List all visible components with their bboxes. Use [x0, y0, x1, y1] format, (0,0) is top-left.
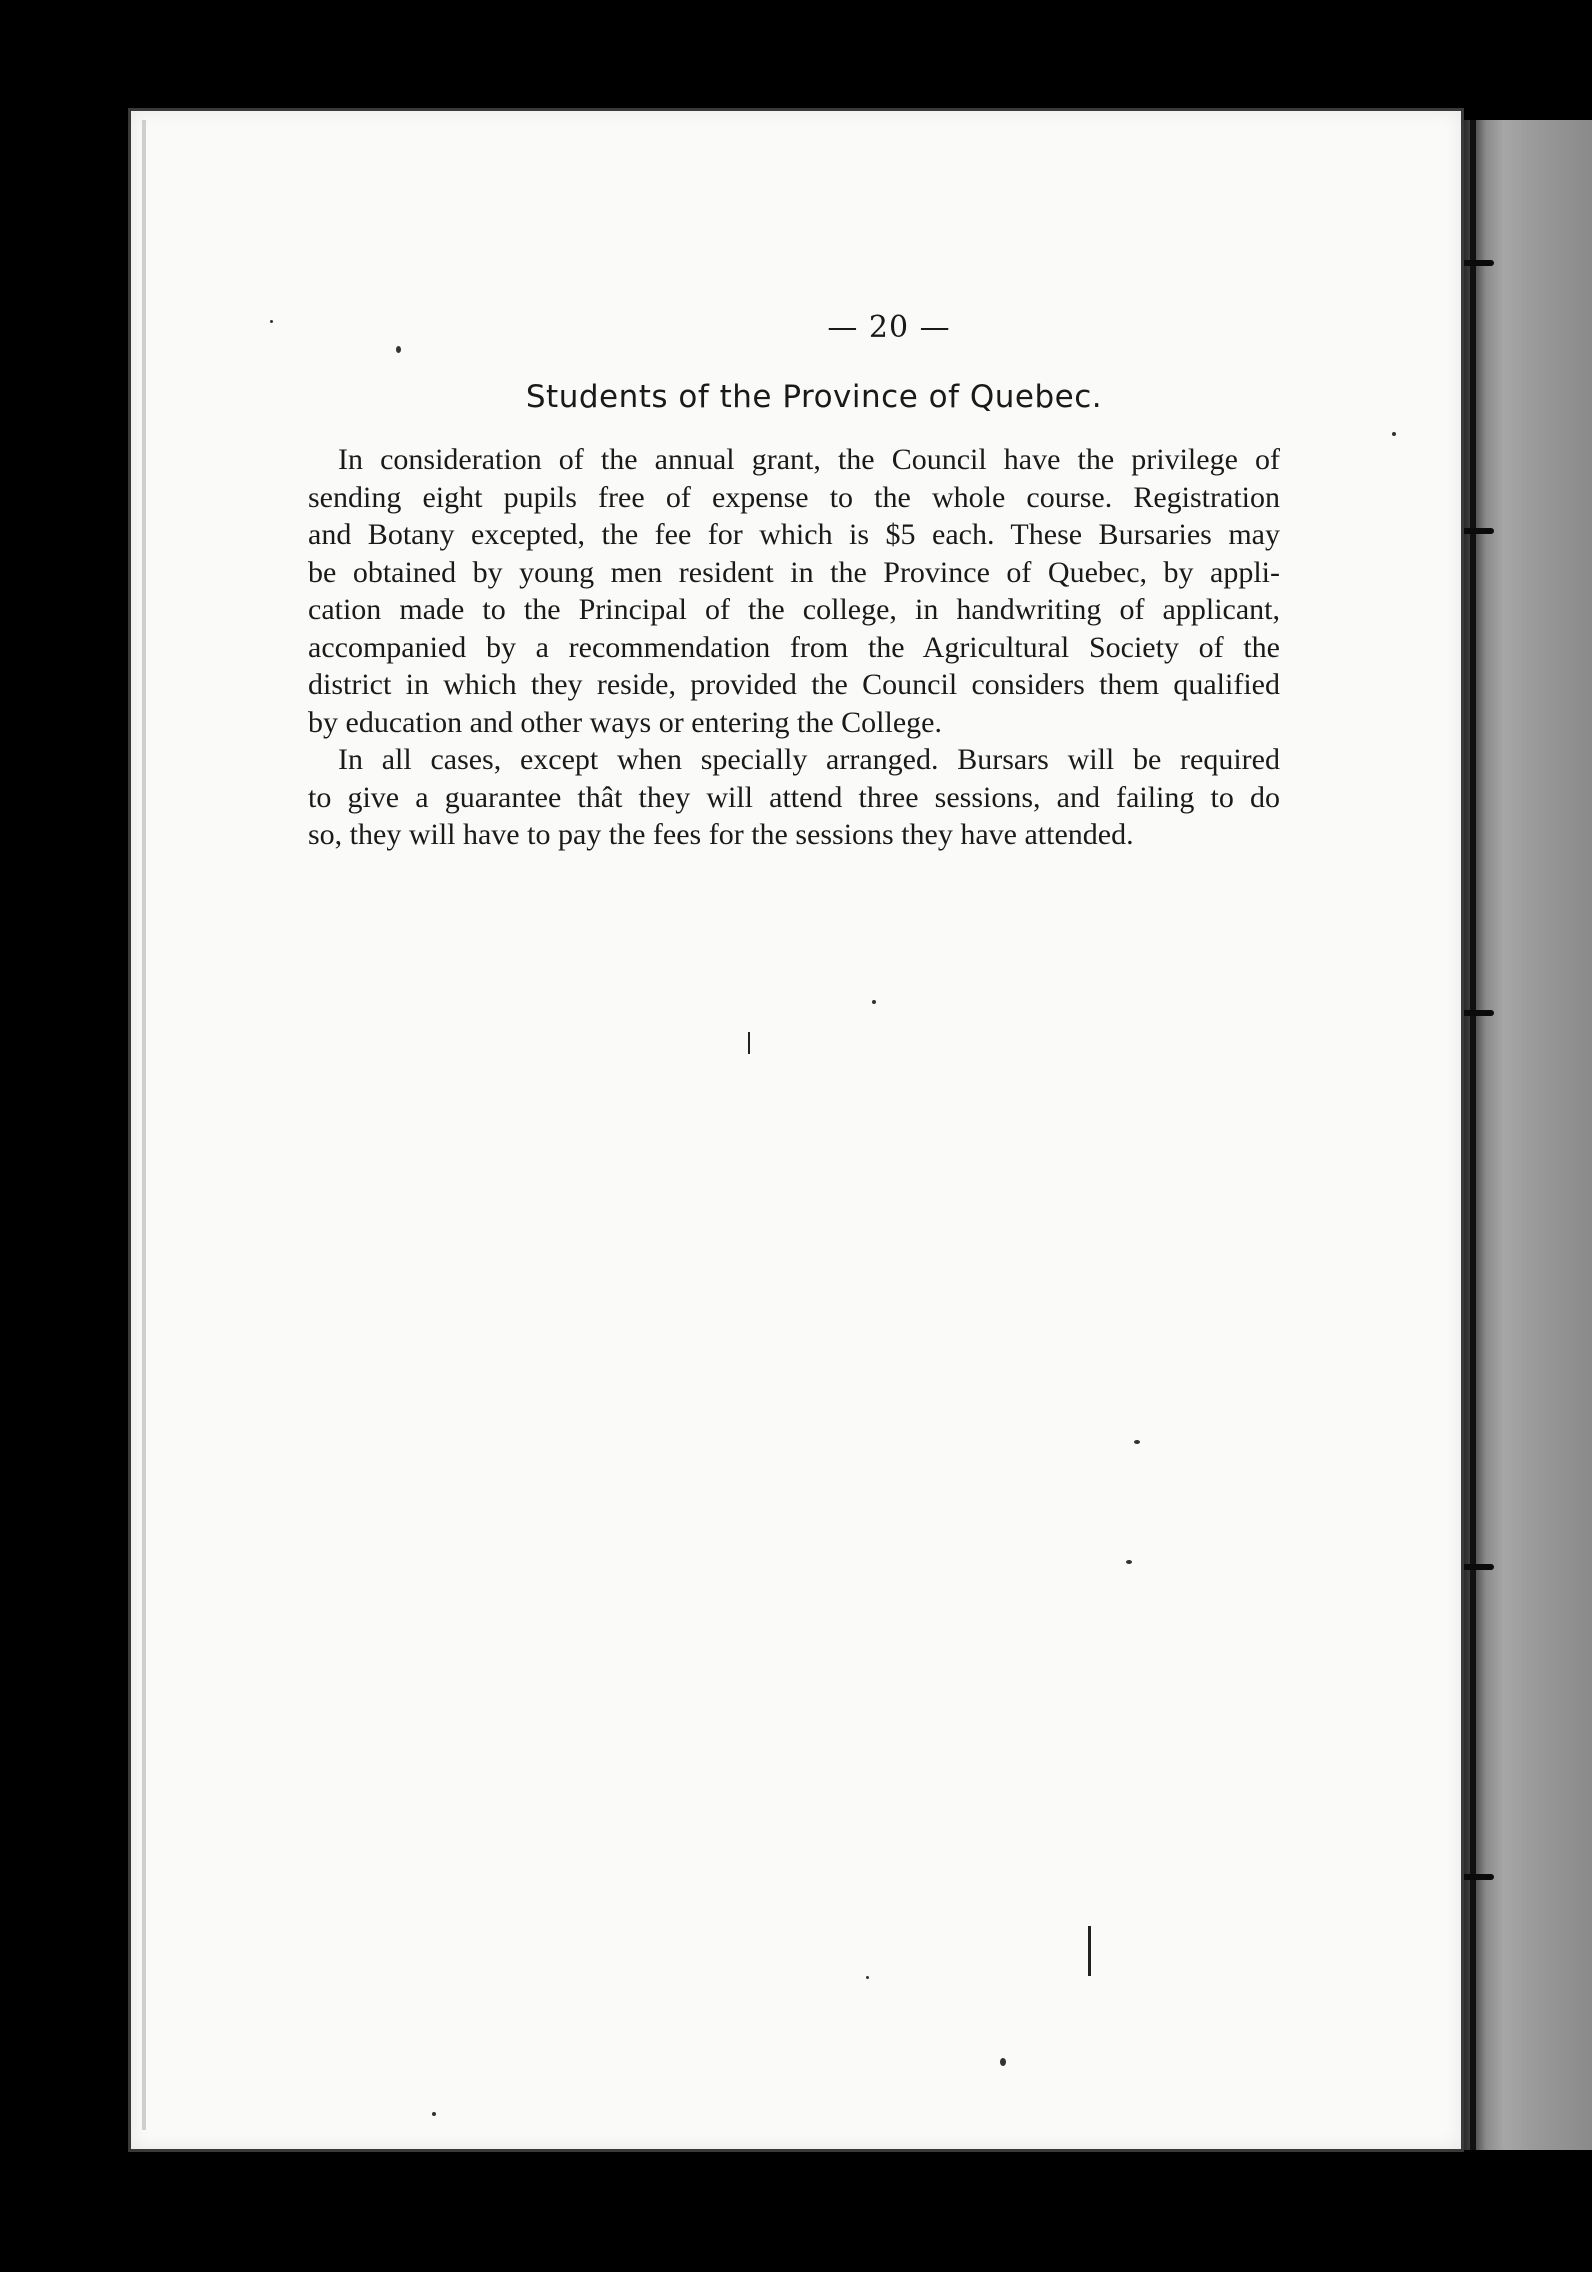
scan-speck	[432, 2112, 436, 2116]
scan-speck	[1000, 2058, 1006, 2066]
page-number: — 20 —	[827, 310, 951, 345]
text-line: so, they will have to pay the fees for the sessions they have attended.	[308, 818, 1134, 851]
scan-speck	[1134, 1440, 1140, 1444]
scan-speck	[872, 1000, 876, 1004]
page-content	[308, 310, 1280, 854]
section-heading: Students of the Province of Quebec.	[525, 379, 1103, 415]
text-line: accompanied by a recommendation from the Agricultural Society of the	[308, 630, 1280, 664]
paragraph-1	[308, 441, 1280, 741]
scan-speck	[1392, 432, 1396, 436]
scan-mark	[748, 1032, 750, 1054]
scan-mark	[1088, 1926, 1091, 1976]
book-spine	[1464, 120, 1592, 2150]
scan-speck	[866, 1976, 869, 1979]
text-line: In consideration of the annual grant, the Council have the privilege of	[338, 443, 1280, 476]
scan-speck	[1126, 1560, 1132, 1564]
text-line: sending eight pupils free of expense to the whole course. Registration	[308, 480, 1280, 514]
text-line: by education and other ways or entering the College.	[308, 705, 942, 739]
binding-edge	[1470, 120, 1476, 2150]
text-line: In all cases, except when specially arranged. Bursars will be required	[338, 743, 1280, 776]
text-line: and Botany excepted, the fee for which is $5 each. These Bursaries may	[308, 518, 1280, 551]
text-line: cation made to the Principal of the college, in handwriting of applicant,	[308, 593, 1280, 626]
scan-speck	[270, 320, 273, 323]
paragraph-2	[308, 741, 1280, 854]
text-line: be obtained by young men resident in the Province of Quebec, by appli-	[308, 555, 1280, 589]
text-line: to give a guarantee thât they will attend three sessions, and failing to do	[308, 780, 1280, 814]
page-edge	[142, 120, 146, 2130]
text-line: district in which they reside, provided the Council considers them qualified	[308, 668, 1280, 701]
